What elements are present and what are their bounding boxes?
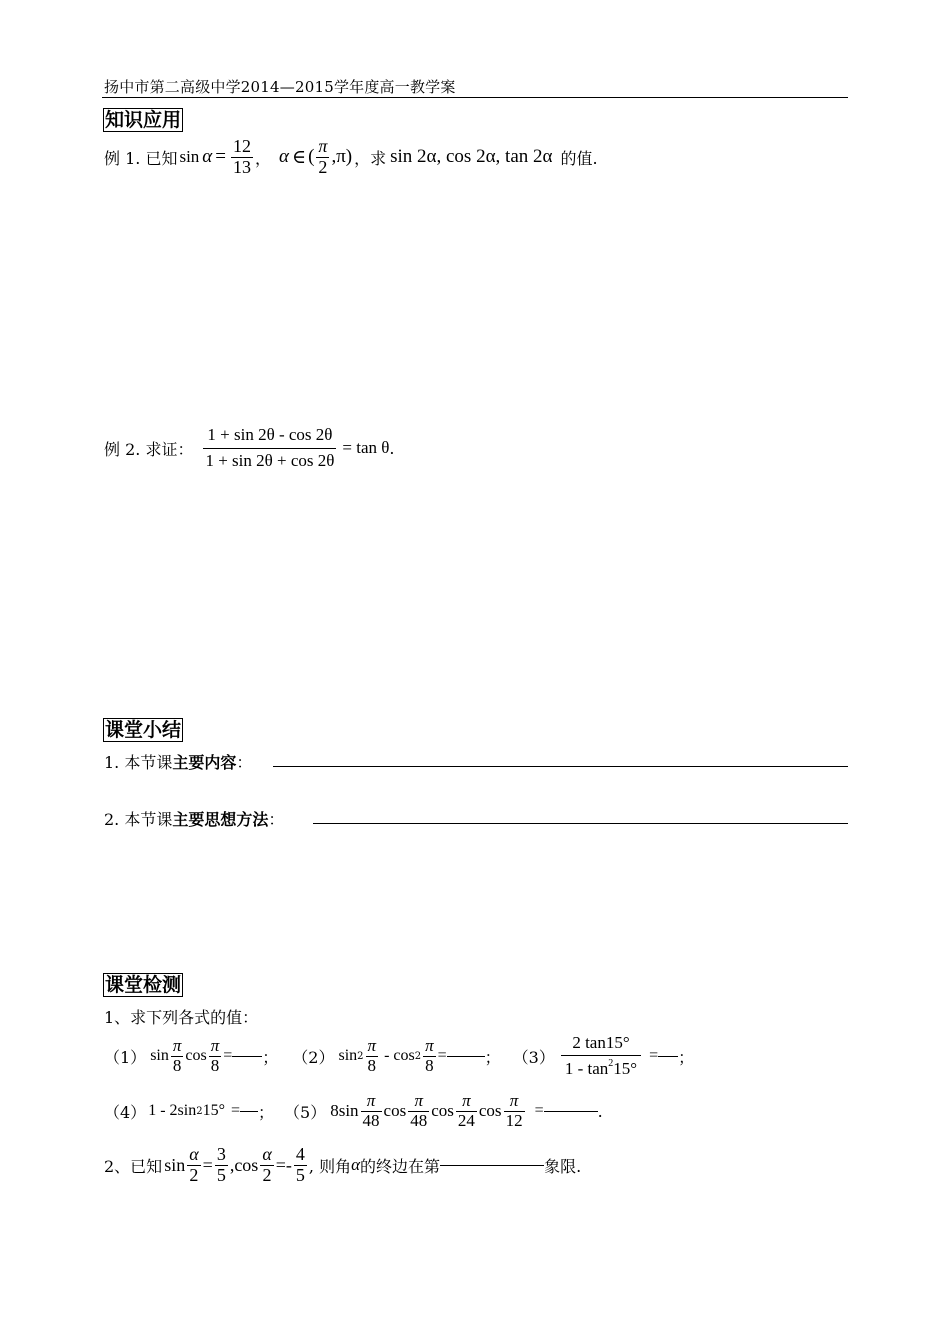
answer-blank-5[interactable] xyxy=(544,1110,598,1112)
denominator-a: 1 - tan xyxy=(564,1058,609,1078)
fraction-numerator: α xyxy=(262,1144,272,1164)
denominator-b: 15° xyxy=(613,1058,638,1078)
equals-sign: = xyxy=(215,146,226,168)
fraction-denominator: 48 xyxy=(410,1110,428,1130)
semicolon: ； xyxy=(262,1047,279,1067)
test-row-1 xyxy=(104,1034,694,1078)
square-exponent: 2 xyxy=(196,1105,203,1117)
left-paren: ( xyxy=(308,146,315,168)
q2-prefix: 2、已知 xyxy=(104,1156,163,1176)
fraction-denominator xyxy=(561,1055,641,1079)
fraction-numerator: 2 tan15° xyxy=(572,1033,630,1052)
fraction-numerator: 12 xyxy=(233,136,251,156)
fraction-numerator: π xyxy=(366,1091,376,1110)
fraction-denominator: 8 xyxy=(423,1056,436,1076)
summary-answer-line-1[interactable] xyxy=(273,766,848,767)
alpha-symbol-2: α xyxy=(279,146,289,168)
square-exponent: 2 xyxy=(608,1057,614,1069)
answer-blank-2[interactable] xyxy=(447,1055,485,1057)
summary-item-1-prefix: 1. 本节课 xyxy=(104,753,173,772)
fraction-double-tan xyxy=(561,1034,641,1078)
fraction-numerator: π xyxy=(367,1036,377,1055)
section-title-test: 课堂检测 xyxy=(105,974,182,996)
test-question-1: 1、求下列各式的值： xyxy=(104,1008,259,1027)
identity-fraction xyxy=(203,426,336,470)
summary-item-2-colon: ： xyxy=(268,810,285,829)
fraction-numerator: π xyxy=(425,1036,434,1055)
fraction-denominator: 2 xyxy=(260,1165,273,1186)
answer-blank-1[interactable] xyxy=(232,1055,262,1057)
fraction-denominator: 2 xyxy=(187,1165,200,1186)
semicolon: ； xyxy=(678,1047,695,1067)
part-1-label: （1） xyxy=(104,1047,147,1067)
section-title-summary: 课堂小结 xyxy=(105,719,182,741)
summary-item-1 xyxy=(104,750,252,773)
fraction-numerator: π xyxy=(172,1036,182,1055)
fraction-alpha-2-b xyxy=(260,1145,273,1186)
part-5-label: （5） xyxy=(284,1102,327,1122)
expression-4a: 1 - 2sin xyxy=(148,1102,197,1120)
alpha-symbol: α xyxy=(351,1155,361,1175)
q2-text-1: , 则角 xyxy=(308,1156,352,1176)
example-1 xyxy=(104,137,598,178)
fraction-numerator: π xyxy=(210,1036,220,1055)
equals-sign: = xyxy=(534,1102,544,1120)
sin-func: sin xyxy=(338,1047,358,1065)
equals-minus: =- xyxy=(275,1154,292,1175)
fraction-denominator: 5 xyxy=(216,1164,226,1185)
ask-text: ，求 xyxy=(354,148,387,168)
fraction-pi-2 xyxy=(316,137,329,178)
fraction-numerator: 4 xyxy=(295,1144,305,1164)
fraction-denominator: 5 xyxy=(295,1164,305,1185)
fraction-numerator: π xyxy=(414,1091,423,1110)
fraction-denominator: 12 xyxy=(505,1110,523,1130)
summary-answer-line-2[interactable] xyxy=(313,823,848,824)
header-rule xyxy=(102,97,848,98)
comma: , xyxy=(229,1154,235,1175)
cos-func: cos xyxy=(383,1101,407,1121)
fraction-pi-24 xyxy=(456,1092,477,1130)
answer-blank-quadrant[interactable] xyxy=(440,1164,544,1166)
equals-sign: = xyxy=(223,1047,233,1065)
sin-func: sin xyxy=(150,1047,169,1065)
target-expressions: sin 2α, cos 2α, tan 2α xyxy=(390,146,553,168)
cos-func: cos xyxy=(393,1047,415,1065)
interval-rest: ,π) xyxy=(331,146,353,168)
section-title-apply: 知识应用 xyxy=(105,109,182,131)
element-of-symbol: ∈ xyxy=(292,146,307,168)
example-1-label: 例 1. 已知 xyxy=(104,148,178,168)
equals-sign: = xyxy=(649,1047,659,1065)
fraction-denominator: 48 xyxy=(362,1110,380,1130)
summary-item-2-prefix: 2. 本节课 xyxy=(104,810,173,829)
fraction-numerator: 3 xyxy=(216,1144,226,1164)
answer-blank-3[interactable] xyxy=(658,1055,678,1057)
fraction-pi-48 xyxy=(361,1092,382,1130)
fraction-denominator: 8 xyxy=(209,1056,222,1076)
square-exponent: 2 xyxy=(357,1050,364,1062)
cos-func: cos xyxy=(185,1047,207,1065)
fraction-denominator: 8 xyxy=(171,1056,184,1076)
period: . xyxy=(597,1101,603,1121)
coef-sin: 8sin xyxy=(330,1101,359,1121)
sin-func: sin xyxy=(164,1154,186,1175)
fraction-pi-8-d xyxy=(423,1037,436,1075)
cos-func: cos xyxy=(478,1101,502,1121)
fraction-pi-48-b xyxy=(408,1092,429,1130)
alpha-symbol: α xyxy=(202,146,213,168)
semicolon: ； xyxy=(484,1047,501,1067)
test-row-2 xyxy=(104,1092,603,1130)
example-2 xyxy=(104,426,395,470)
fraction-4-5 xyxy=(294,1145,307,1186)
fraction-pi-8 xyxy=(171,1037,184,1075)
sin-func: sin xyxy=(179,147,200,167)
equals-sign: = xyxy=(230,1102,240,1120)
part-3-label: （3） xyxy=(512,1047,555,1067)
semicolon: ； xyxy=(258,1102,275,1122)
summary-item-1-colon: ： xyxy=(236,753,253,772)
summary-item-2 xyxy=(104,807,284,830)
part-2-label: （2） xyxy=(292,1047,335,1067)
cos-func: cos xyxy=(431,1101,454,1121)
period: . xyxy=(389,438,395,458)
fraction-numerator: α xyxy=(189,1144,199,1164)
fraction-alpha-2 xyxy=(187,1145,200,1186)
fraction-denominator: 13 xyxy=(233,156,251,177)
fraction-3-5 xyxy=(215,1145,228,1186)
fraction-numerator: π xyxy=(318,136,328,156)
square-exponent: 2 xyxy=(414,1050,422,1062)
q2-text-2: 的终边在第 xyxy=(360,1156,441,1176)
fraction-pi-8-c xyxy=(366,1037,379,1075)
fraction-numerator: π xyxy=(509,1091,519,1110)
summary-item-2-bold: 主要思想方法 xyxy=(172,810,269,829)
comma: ， xyxy=(255,148,272,168)
answer-blank-4[interactable] xyxy=(240,1110,258,1112)
q2-text-3: 象限. xyxy=(544,1156,582,1176)
equals-sign: = xyxy=(202,1154,213,1175)
test-question-2 xyxy=(104,1145,581,1186)
fraction-12-13 xyxy=(231,137,253,178)
example-2-label: 例 2. 求证： xyxy=(104,439,194,459)
fraction-denominator: 24 xyxy=(457,1110,475,1130)
fraction-denominator: 8 xyxy=(366,1056,379,1076)
fraction-pi-8-b xyxy=(209,1037,222,1075)
minus-sign: - xyxy=(384,1047,390,1065)
page-header: 扬中市第二高级中学2014—2015学年度高一教学案 xyxy=(104,78,456,96)
cos-func: cos xyxy=(234,1154,259,1175)
tail-text: 的值. xyxy=(560,148,598,168)
fraction-pi-12 xyxy=(504,1092,525,1130)
fraction-numerator: π xyxy=(462,1091,471,1110)
identity-numerator: 1 + sin 2θ - cos 2θ xyxy=(207,425,333,444)
summary-item-1-bold: 主要内容 xyxy=(172,753,237,772)
fraction-denominator: 2 xyxy=(316,157,329,178)
identity-rhs: = tan θ xyxy=(342,438,390,458)
identity-denominator: 1 + sin 2θ + cos 2θ xyxy=(203,448,336,471)
expression-4b: 15° xyxy=(202,1102,225,1120)
part-4-label: （4） xyxy=(104,1102,147,1122)
equals-sign: = xyxy=(437,1047,447,1065)
